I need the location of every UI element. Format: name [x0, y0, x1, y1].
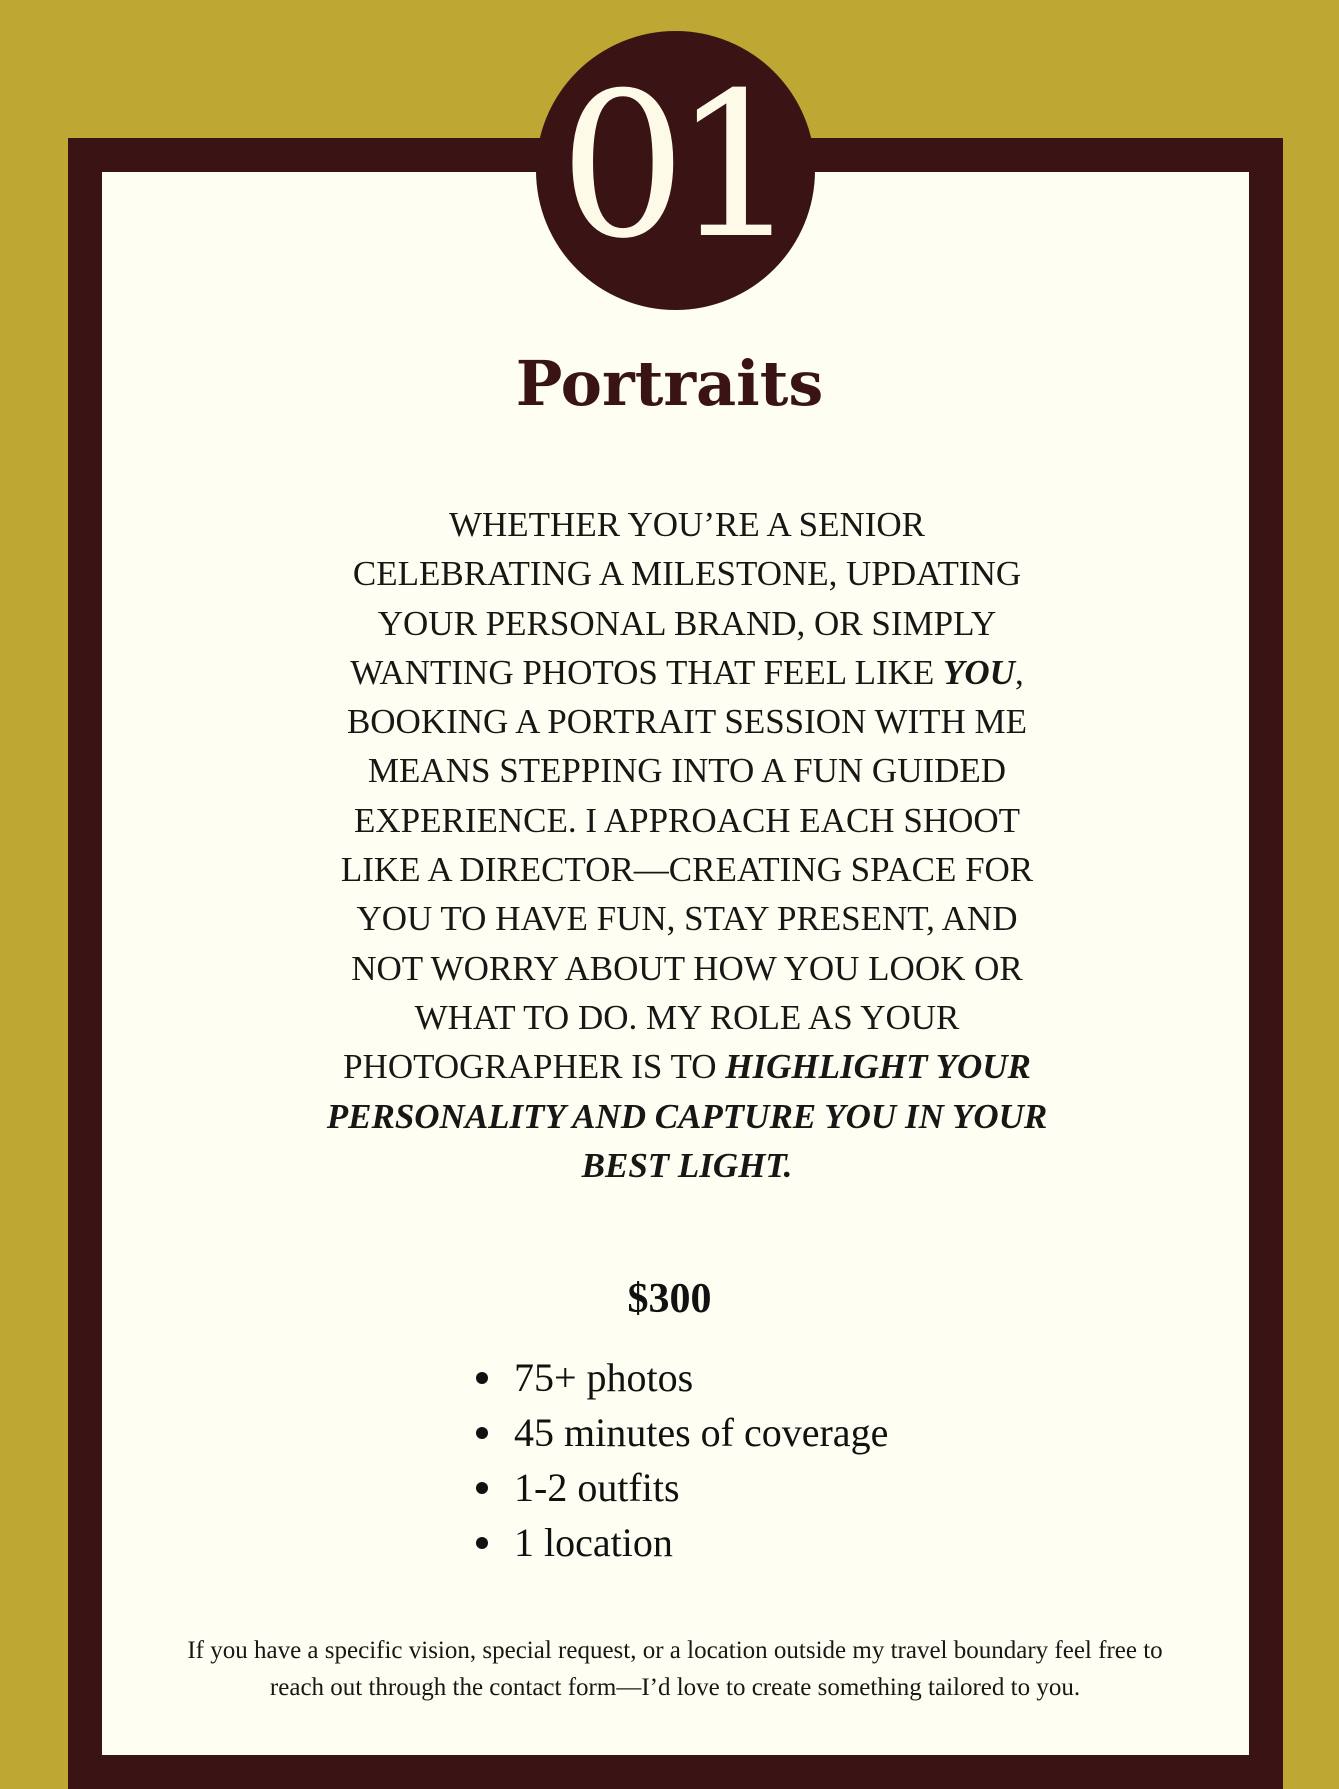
bullet-icon: [476, 1537, 488, 1549]
feature-text: 45 minutes of coverage: [514, 1410, 889, 1455]
feature-text: 1-2 outfits: [514, 1465, 680, 1510]
description-emphasis-you: YOU: [943, 652, 1015, 692]
description-text-1: WHETHER YOU’RE A SENIOR CELEBRATING A MILESTONE, UPDATING YOUR PERSONAL BRAND, OR SIMPLY WANTING PHOTOS THAT FEEL LIKE: [350, 505, 1022, 692]
card-number: 01: [559, 49, 786, 283]
feature-text: 75+ photos: [514, 1355, 694, 1400]
bullet-icon: [476, 1427, 488, 1439]
features-list: [466, 1350, 888, 1570]
card-description: [326, 500, 1048, 1190]
feature-item: [466, 1350, 888, 1405]
feature-item: [466, 1460, 888, 1515]
feature-item: [466, 1515, 888, 1570]
feature-item: [466, 1405, 888, 1460]
bullet-icon: [476, 1482, 488, 1494]
contact-note: If you have a specific vision, special request, or a location outside my travel boundary feel free to reach out through the contact form—I’d love to create something tailored to you.: [187, 1637, 1163, 1701]
number-badge: [536, 31, 815, 310]
card-title: Portraits: [515, 347, 824, 420]
price-label: $300: [627, 1276, 712, 1322]
feature-text: 1 location: [514, 1520, 673, 1565]
bullet-icon: [476, 1372, 488, 1384]
description-text-2: , BOOKING A PORTRAIT SESSION WITH ME MEANS STEPPING INTO A FUN GUIDED EXPERIENCE. I APPROACH EACH SHOOT LIKE A DIRECTOR—CREATING SPACE FOR YOU TO HAVE FUN, STAY PRESENT, AND NOT WORRY ABOUT HOW YOU LOOK OR WHAT TO DO. MY ROLE AS YOUR PHOTOGRAPHER IS TO: [340, 652, 1034, 1087]
description-emphasis-highlight: HIGHLIGHT YOUR PERSONALITY AND CAPTURE YOU IN YOUR BEST LIGHT.: [326, 1047, 1048, 1185]
